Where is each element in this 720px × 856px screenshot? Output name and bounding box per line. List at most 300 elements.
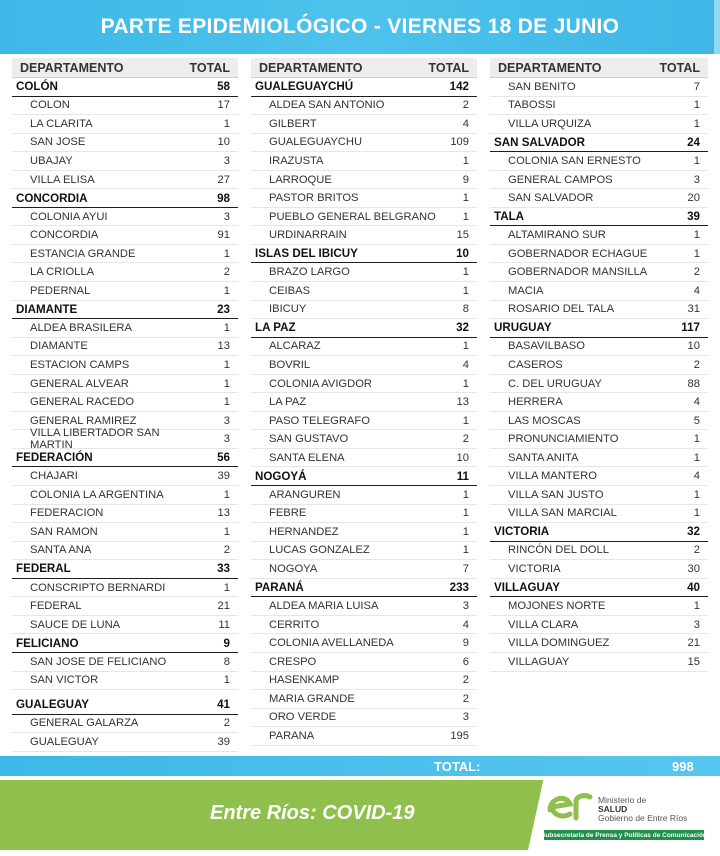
- department-row: [251, 579, 477, 598]
- department-total: 33: [217, 562, 230, 576]
- column-rows: [251, 78, 477, 746]
- town-name: MARIA GRANDE: [269, 692, 355, 705]
- town-count: 2: [462, 433, 469, 446]
- town-name: LUCAS GONZALEZ: [269, 544, 370, 557]
- town-row: [251, 263, 477, 282]
- town-name: SAN VICTOR: [30, 674, 99, 687]
- town-name: ALCARAZ: [269, 340, 321, 353]
- report-title: PARTE EPIDEMIOLÓGICO - VIERNES 18 DE JUNIO: [100, 15, 620, 38]
- town-name: LA CLARITA: [30, 117, 93, 130]
- town-count: 3: [693, 173, 700, 186]
- department-name: FEDERACIÓN: [16, 451, 93, 465]
- table-column-3: [490, 58, 708, 672]
- town-row: [490, 634, 708, 653]
- town-name: VILLA SAN MARCIAL: [508, 507, 617, 520]
- town-count: 1: [693, 99, 700, 112]
- town-count: 9: [462, 637, 469, 650]
- town-name: GENERAL ALVEAR: [30, 377, 129, 390]
- town-row: [251, 634, 477, 653]
- town-name: HERRERA: [508, 396, 563, 409]
- department-name: VILLAGUAY: [494, 581, 560, 595]
- town-count: 91: [217, 229, 230, 242]
- department-total: 40: [687, 581, 700, 595]
- total-header: TOTAL: [428, 60, 469, 75]
- town-name: PRONUNCIAMIENTO: [508, 433, 619, 446]
- town-count: 20: [687, 192, 700, 205]
- town-count: 1: [693, 507, 700, 520]
- town-name: ESTANCIA GRANDE: [30, 247, 136, 260]
- town-name: BOVRIL: [269, 358, 311, 371]
- town-row: [12, 616, 238, 635]
- town-name: HERNANDEZ: [269, 525, 339, 538]
- town-row: [490, 542, 708, 561]
- town-count: 1: [223, 117, 230, 130]
- department-name: DIAMANTE: [16, 302, 78, 316]
- town-name: LAS MOSCAS: [508, 414, 581, 427]
- town-row: [251, 430, 477, 449]
- town-count: 1: [693, 488, 700, 501]
- town-name: SAN SALVADOR: [508, 192, 594, 205]
- department-total: 11: [456, 469, 469, 483]
- town-row: [490, 393, 708, 412]
- department-total: 39: [687, 210, 700, 224]
- town-row: [251, 375, 477, 394]
- town-row: [251, 597, 477, 616]
- town-count: 3: [223, 414, 230, 427]
- department-name: FEDERAL: [16, 562, 71, 576]
- town-row: [490, 97, 708, 116]
- town-row: [490, 560, 708, 579]
- town-name: ALDEA BRASILERA: [30, 321, 132, 334]
- department-header: DEPARTAMENTO: [20, 60, 124, 75]
- department-name: LA PAZ: [255, 321, 296, 335]
- town-count: 2: [693, 266, 700, 279]
- department-row: [12, 78, 238, 97]
- town-count: 17: [217, 99, 230, 112]
- town-name: VILLA DOMINGUEZ: [508, 637, 610, 650]
- town-count: 11: [218, 618, 230, 631]
- town-name: COLON: [30, 99, 70, 112]
- town-row: [12, 375, 238, 394]
- town-name: MACIA: [508, 284, 544, 297]
- town-row: [490, 282, 708, 301]
- town-row: [490, 430, 708, 449]
- town-name: VILLAGUAY: [508, 655, 570, 668]
- town-name: CONCORDIA: [30, 229, 99, 242]
- department-total: 10: [456, 247, 469, 261]
- town-count: 1: [462, 377, 469, 390]
- town-count: 1: [462, 284, 469, 297]
- town-count: 1: [693, 154, 700, 167]
- department-total: 32: [456, 321, 469, 335]
- town-row: [12, 263, 238, 282]
- town-row: [490, 412, 708, 431]
- department-name: GUALEGUAYCHÚ: [255, 80, 354, 94]
- town-name: ALTAMIRANO SUR: [508, 229, 606, 242]
- town-name: PASTOR BRITOS: [269, 192, 359, 205]
- town-name: GILBERT: [269, 117, 317, 130]
- department-row: [251, 467, 477, 486]
- town-row: [490, 597, 708, 616]
- town-count: 5: [693, 414, 700, 427]
- town-name: MOJONES NORTE: [508, 600, 606, 613]
- town-count: 6: [462, 655, 469, 668]
- department-name: URUGUAY: [494, 321, 552, 335]
- town-name: GENERAL CAMPOS: [508, 173, 613, 186]
- town-row: [490, 338, 708, 357]
- column-header: [490, 58, 708, 78]
- town-count: 1: [693, 600, 700, 613]
- town-count: 1: [223, 525, 230, 538]
- town-count: 1: [693, 229, 700, 242]
- department-name: FELICIANO: [16, 636, 79, 650]
- town-name: SANTA ELENA: [269, 451, 345, 464]
- town-row: [490, 245, 708, 264]
- town-row: [490, 375, 708, 394]
- town-count: 4: [462, 117, 469, 130]
- town-count: 10: [687, 340, 700, 353]
- department-row: [490, 134, 708, 153]
- town-count: 1: [462, 544, 469, 557]
- department-header: DEPARTAMENTO: [259, 60, 363, 75]
- ministry-line-2: SALUD: [598, 804, 628, 814]
- town-count: 195: [450, 729, 469, 742]
- town-count: 39: [217, 735, 230, 748]
- department-name: NOGOYÁ: [255, 469, 307, 483]
- department-row: [12, 560, 238, 579]
- town-count: 15: [687, 655, 700, 668]
- town-name: GENERAL RACEDO: [30, 396, 135, 409]
- town-name: COLONIA AYUI: [30, 210, 108, 223]
- town-row: [251, 412, 477, 431]
- town-count: 2: [223, 717, 230, 730]
- town-name: LA CRIOLLA: [30, 266, 95, 279]
- column-header: [12, 58, 238, 78]
- town-name: ROSARIO DEL TALA: [508, 303, 615, 316]
- town-count: 21: [687, 637, 700, 650]
- town-name: CASEROS: [508, 358, 563, 371]
- town-name: VILLA ELISA: [30, 173, 95, 186]
- town-row: [12, 733, 238, 752]
- total-label: TOTAL:: [434, 759, 481, 774]
- town-name: DIAMANTE: [30, 340, 88, 353]
- town-row: [251, 393, 477, 412]
- town-name: PARANA: [269, 729, 315, 742]
- town-count: 1: [223, 284, 230, 297]
- town-count: 1: [462, 154, 469, 167]
- footer-slogan: Entre Ríos: COVID-19: [210, 802, 415, 824]
- department-name: ISLAS DEL IBICUY: [255, 247, 358, 261]
- department-name: GUALEGUAY: [16, 698, 90, 712]
- town-row: [251, 226, 477, 245]
- department-total: 41: [217, 698, 230, 712]
- town-name: GOBERNADOR MANSILLA: [508, 266, 648, 279]
- town-row: [12, 467, 238, 486]
- department-name: CONCORDIA: [16, 191, 88, 205]
- town-name: GENERAL GALARZA: [30, 717, 139, 730]
- town-row: [12, 653, 238, 672]
- town-row: [251, 171, 477, 190]
- town-name: SAN JOSE: [30, 136, 86, 149]
- town-row: [251, 301, 477, 320]
- total-header: TOTAL: [189, 60, 230, 75]
- column-rows: [12, 78, 238, 752]
- department-row: [490, 579, 708, 598]
- town-name: BRAZO LARGO: [269, 266, 350, 279]
- town-name: C. DEL URUGUAY: [508, 377, 602, 390]
- town-count: 1: [693, 117, 700, 130]
- town-count: 2: [693, 358, 700, 371]
- town-row: [251, 189, 477, 208]
- town-row: [12, 427, 238, 452]
- town-row: [490, 189, 708, 208]
- town-name: ALDEA SAN ANTONIO: [269, 99, 385, 112]
- town-count: 2: [462, 674, 469, 687]
- town-row: [251, 208, 477, 227]
- town-row: [251, 115, 477, 134]
- town-count: 9: [462, 173, 469, 186]
- town-name: GOBERNADOR ECHAGUE: [508, 247, 648, 260]
- town-row: [251, 356, 477, 375]
- town-count: 1: [223, 396, 230, 409]
- table-column-1: [12, 58, 238, 752]
- ministry-line-3: Gobierno de Entre Ríos: [598, 813, 688, 823]
- town-count: 13: [217, 340, 230, 353]
- town-count: 8: [223, 655, 230, 668]
- town-row: [12, 715, 238, 734]
- department-row: [12, 449, 238, 468]
- town-count: 1: [462, 507, 469, 520]
- town-row: [12, 171, 238, 190]
- town-name: GUALEGUAYCHU: [269, 136, 363, 149]
- town-name: ORO VERDE: [269, 711, 337, 724]
- town-name: IBICUY: [269, 303, 307, 316]
- town-count: 2: [223, 266, 230, 279]
- town-count: 27: [217, 173, 230, 186]
- town-row: [251, 727, 477, 746]
- town-row: [12, 226, 238, 245]
- town-row: [490, 486, 708, 505]
- department-row: [12, 301, 238, 320]
- town-count: 1: [223, 581, 230, 594]
- town-count: 1: [462, 340, 469, 353]
- town-count: 88: [687, 377, 700, 390]
- department-name: TALA: [494, 210, 525, 224]
- town-count: 10: [217, 136, 230, 149]
- town-name: SAN GUSTAVO: [269, 433, 349, 446]
- town-count: 21: [217, 600, 230, 613]
- town-row: [12, 245, 238, 264]
- town-row: [490, 356, 708, 375]
- town-row: [251, 690, 477, 709]
- town-name: VILLA URQUIZA: [508, 117, 592, 130]
- total-bar: [0, 756, 720, 776]
- column-rows: [490, 78, 708, 672]
- town-count: 2: [223, 544, 230, 557]
- department-total: 58: [217, 80, 230, 94]
- town-row: [251, 542, 477, 561]
- town-count: 3: [223, 210, 230, 223]
- town-row: [251, 338, 477, 357]
- town-count: 1: [693, 451, 700, 464]
- town-count: 1: [693, 433, 700, 446]
- town-count: 1: [223, 247, 230, 260]
- town-name: VILLA LIBERTADOR SAN MARTIN: [30, 427, 160, 452]
- town-row: [251, 616, 477, 635]
- town-name: PUEBLO GENERAL BELGRANO: [269, 210, 436, 223]
- department-row: [251, 319, 477, 338]
- town-count: 2: [462, 692, 469, 705]
- town-row: [12, 338, 238, 357]
- town-count: 1: [462, 210, 469, 223]
- town-name: NOGOYA: [269, 562, 318, 575]
- town-count: 8: [462, 303, 469, 316]
- town-name: SAUCE DE LUNA: [30, 618, 121, 631]
- department-total: 56: [217, 451, 230, 465]
- town-count: 10: [456, 451, 469, 464]
- town-row: [490, 78, 708, 97]
- town-row: [251, 560, 477, 579]
- town-row: [12, 579, 238, 598]
- town-row: [490, 171, 708, 190]
- town-name: CEIBAS: [269, 284, 311, 297]
- town-count: 3: [462, 711, 469, 724]
- town-count: 1: [462, 192, 469, 205]
- department-name: VICTORIA: [494, 525, 550, 539]
- town-count: 2: [693, 544, 700, 557]
- department-row: [251, 245, 477, 264]
- ministry-logo-icon: [544, 788, 594, 824]
- town-name: TABOSSI: [508, 99, 556, 112]
- town-row: [12, 597, 238, 616]
- town-count: 1: [223, 377, 230, 390]
- town-name: FEBRE: [269, 507, 307, 520]
- town-row: [12, 282, 238, 301]
- town-row: [251, 449, 477, 468]
- department-total: 23: [217, 302, 230, 316]
- town-row: [12, 319, 238, 338]
- town-name: FEDERACION: [30, 507, 104, 520]
- town-name: RINCÓN DEL DOLL: [508, 544, 609, 557]
- town-row: [490, 115, 708, 134]
- town-row: [12, 542, 238, 561]
- town-row: [251, 653, 477, 672]
- town-name: SANTA ANA: [30, 544, 92, 557]
- town-row: [12, 672, 238, 691]
- town-name: SAN BENITO: [508, 80, 576, 93]
- town-name: COLONIA SAN ERNESTO: [508, 154, 641, 167]
- department-total: 233: [449, 581, 469, 595]
- department-row: [251, 78, 477, 97]
- town-name: ESTACION CAMPS: [30, 358, 130, 371]
- town-name: UBAJAY: [30, 154, 73, 167]
- town-count: 1: [223, 358, 230, 371]
- department-total: 24: [687, 135, 700, 149]
- town-row: [12, 134, 238, 153]
- town-row: [12, 208, 238, 227]
- town-row: [251, 282, 477, 301]
- town-name: VICTORIA: [508, 562, 561, 575]
- town-name: SAN RAMON: [30, 525, 98, 538]
- town-count: 3: [223, 433, 230, 446]
- footer: [0, 780, 720, 856]
- town-name: SANTA ANITA: [508, 451, 579, 464]
- town-name: IRAZUSTA: [269, 154, 324, 167]
- ministry-line-1: Ministerio de: [598, 795, 647, 805]
- town-name: COLONIA AVELLANEDA: [269, 637, 394, 650]
- town-name: COLONIA AVIGDOR: [269, 377, 372, 390]
- town-count: 1: [693, 247, 700, 260]
- town-name: ALDEA MARIA LUISA: [269, 600, 379, 613]
- department-row: [490, 208, 708, 227]
- town-count: 4: [462, 618, 469, 631]
- department-total: 32: [687, 525, 700, 539]
- town-name: CERRITO: [269, 618, 320, 631]
- department-total: 142: [449, 80, 469, 94]
- town-row: [490, 449, 708, 468]
- town-name: LA PAZ: [269, 396, 307, 409]
- department-row: [12, 189, 238, 208]
- town-count: 2: [462, 99, 469, 112]
- town-count: 3: [693, 618, 700, 631]
- town-row: [490, 301, 708, 320]
- town-row: [251, 709, 477, 728]
- town-name: SAN JOSE DE FELICIANO: [30, 655, 167, 668]
- town-name: PEDERNAL: [30, 284, 91, 297]
- town-name: CHAJARI: [30, 470, 78, 483]
- total-value: 998: [672, 759, 694, 774]
- town-row: [12, 115, 238, 134]
- town-row: [12, 523, 238, 542]
- department-name: PARANÁ: [255, 581, 304, 595]
- town-row: [490, 616, 708, 635]
- town-row: [251, 97, 477, 116]
- town-name: VILLA SAN JUSTO: [508, 488, 604, 501]
- town-count: 7: [462, 562, 469, 575]
- town-count: 1: [223, 674, 230, 687]
- town-row: [490, 226, 708, 245]
- department-total: 9: [223, 636, 230, 650]
- town-count: 1: [462, 525, 469, 538]
- town-row: [12, 152, 238, 171]
- town-row: [490, 653, 708, 672]
- town-count: 39: [217, 470, 230, 483]
- town-count: 7: [693, 80, 700, 93]
- town-name: PASO TELEGRAFO: [269, 414, 370, 427]
- town-name: GENERAL RAMIREZ: [30, 414, 137, 427]
- town-name: COLONIA LA ARGENTINA: [30, 488, 164, 501]
- department-row: [12, 696, 238, 715]
- town-row: [12, 97, 238, 116]
- town-row: [12, 505, 238, 524]
- town-row: [490, 467, 708, 486]
- department-total: 98: [217, 191, 230, 205]
- town-row: [251, 134, 477, 153]
- table-column-2: [251, 58, 477, 746]
- town-name: ARANGUREN: [269, 488, 341, 501]
- town-count: 1: [462, 266, 469, 279]
- town-count: 4: [693, 470, 700, 483]
- department-header: DEPARTAMENTO: [498, 60, 602, 75]
- department-name: COLÓN: [16, 80, 58, 94]
- town-row: [251, 672, 477, 691]
- town-row: [251, 523, 477, 542]
- ministry-name: [598, 796, 687, 823]
- town-count: 31: [687, 303, 700, 316]
- town-count: 109: [450, 136, 469, 149]
- town-name: BASAVILBASO: [508, 340, 585, 353]
- header-edge: [714, 0, 720, 54]
